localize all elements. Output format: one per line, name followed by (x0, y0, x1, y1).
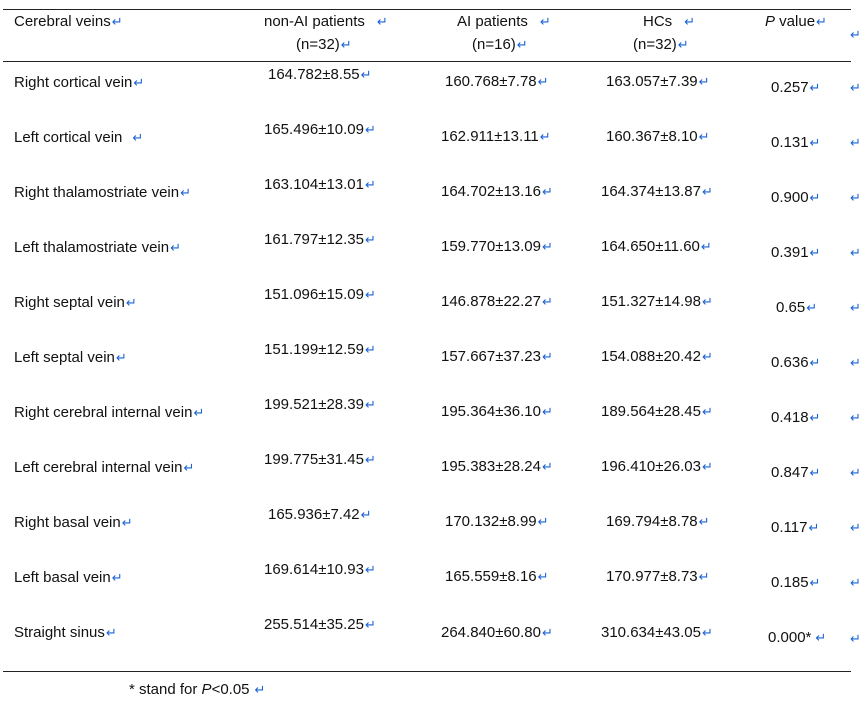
return-mark-icon: ↵ (808, 521, 820, 536)
return-mark-icon: ↵ (115, 351, 127, 366)
return-mark-icon: ↵ (542, 350, 553, 365)
return-mark-icon: ↵ (850, 356, 861, 371)
hc-value: 196.410±26.03↵ (601, 458, 713, 475)
vein-name: Left cerebral internal vein↵ (14, 459, 195, 476)
return-mark-icon: ↵ (809, 466, 821, 481)
return-mark-icon: ↵ (850, 136, 861, 151)
return-mark-icon: ↵ (850, 466, 861, 481)
non-ai-value: 165.496±10.09↵ (264, 121, 376, 138)
return-mark-icon: ↵ (850, 301, 861, 316)
return-mark-icon: ↵ (816, 15, 827, 30)
table-bottom-rule (3, 671, 851, 672)
vein-name: Right septal vein↵ (14, 294, 137, 311)
hc-value: 170.977±8.73↵ (606, 568, 710, 585)
return-mark-icon: ↵ (850, 246, 861, 261)
header-cerebral-veins: Cerebral veins↵ (14, 13, 123, 30)
return-mark-icon: ↵ (542, 240, 553, 255)
return-mark-icon: ↵ (516, 38, 528, 53)
return-mark-icon: ↵ (376, 15, 388, 30)
hc-value: 154.088±20.42↵ (601, 348, 713, 365)
p-value: 0.131↵ (771, 134, 821, 151)
return-mark-icon: ↵ (537, 570, 549, 585)
p-value: 0.900↵ (771, 189, 821, 206)
vein-name: Left basal vein↵ (14, 569, 123, 586)
return-mark-icon: ↵ (702, 626, 713, 641)
return-mark-icon: ↵ (365, 178, 376, 193)
non-ai-value: 151.096±15.09↵ (264, 286, 376, 303)
ai-value: 170.132±8.99↵ (445, 513, 549, 530)
return-mark-icon: ↵ (365, 288, 376, 303)
non-ai-value: 164.782±8.55↵ (268, 66, 372, 83)
ai-value: 159.770±13.09↵ (441, 238, 553, 255)
ai-value: 164.702±13.16↵ (441, 183, 553, 200)
return-mark-icon: ↵ (537, 75, 549, 90)
return-mark-icon: ↵ (850, 521, 861, 536)
non-ai-value: 199.521±28.39↵ (264, 396, 376, 413)
ai-value: 165.559±8.16↵ (445, 568, 549, 585)
non-ai-value: 169.614±10.93↵ (264, 561, 376, 578)
return-mark-icon: ↵ (809, 191, 821, 206)
return-mark-icon: ↵ (809, 136, 821, 151)
return-mark-icon: ↵ (105, 626, 117, 641)
return-mark-icon: ↵ (537, 515, 549, 530)
return-mark-icon: ↵ (365, 563, 376, 578)
return-mark-icon: ↵ (702, 405, 713, 420)
return-mark-icon: ↵ (125, 296, 137, 311)
p-value: 0.257↵ (771, 79, 821, 96)
return-mark-icon: ↵ (850, 191, 861, 206)
hc-value: 164.374±13.87↵ (601, 183, 713, 200)
return-mark-icon: ↵ (539, 15, 551, 30)
vein-name: Right basal vein↵ (14, 514, 133, 531)
return-mark-icon: ↵ (360, 68, 372, 83)
p-value: 0.391↵ (771, 244, 821, 261)
return-mark-icon: ↵ (809, 356, 821, 371)
ai-value: 162.911±13.11↵ (441, 128, 551, 145)
return-mark-icon: ↵ (121, 516, 133, 531)
return-mark-icon: ↵ (809, 411, 821, 426)
return-mark-icon: ↵ (806, 301, 818, 316)
return-mark-icon: ↵ (809, 81, 821, 96)
ai-value: 264.840±60.80↵ (441, 624, 553, 641)
non-ai-value: 161.797±12.35↵ (264, 231, 376, 248)
return-mark-icon: ↵ (702, 185, 713, 200)
hc-value: 189.564±28.45↵ (601, 403, 713, 420)
return-mark-icon: ↵ (850, 411, 861, 426)
return-mark-icon: ↵ (850, 28, 861, 43)
return-mark-icon: ↵ (111, 571, 123, 586)
return-mark-icon: ↵ (702, 460, 713, 475)
table-footnote: * stand for P<0.05 ↵ (129, 681, 266, 698)
return-mark-icon: ↵ (183, 461, 195, 476)
return-mark-icon: ↵ (133, 76, 145, 91)
return-mark-icon: ↵ (850, 81, 861, 96)
header-ai-n: (n=16)↵ (472, 36, 528, 53)
hc-value: 160.367±8.10↵ (606, 128, 710, 145)
hc-value: 163.057±7.39↵ (606, 73, 710, 90)
return-mark-icon: ↵ (111, 15, 123, 30)
return-mark-icon: ↵ (684, 15, 696, 30)
p-value: 0.636↵ (771, 354, 821, 371)
return-mark-icon: ↵ (698, 130, 710, 145)
header-hcs-n: (n=32)↵ (633, 36, 689, 53)
return-mark-icon: ↵ (809, 576, 821, 591)
p-value: 0.000* ↵ (768, 629, 827, 646)
return-mark-icon: ↵ (170, 241, 181, 256)
p-value: 0.185↵ (771, 574, 821, 591)
header-non-ai-patients: non-AI patients ↵ (264, 13, 388, 30)
return-mark-icon: ↵ (365, 453, 376, 468)
table-top-rule (3, 9, 851, 10)
return-mark-icon: ↵ (365, 123, 376, 138)
vein-name: Straight sinus↵ (14, 624, 117, 641)
return-mark-icon: ↵ (542, 185, 553, 200)
vein-name: Right cerebral internal vein↵ (14, 404, 205, 421)
table-header-rule (3, 61, 851, 62)
non-ai-value: 163.104±13.01↵ (264, 176, 376, 193)
return-mark-icon: ↵ (365, 398, 376, 413)
hc-value: 310.634±43.05↵ (601, 624, 713, 641)
hc-value: 164.650±11.60↵ (601, 238, 712, 255)
return-mark-icon: ↵ (677, 38, 689, 53)
ai-value: 195.364±36.10↵ (441, 403, 553, 420)
header-p-value: P value↵ (765, 13, 827, 30)
return-mark-icon: ↵ (702, 350, 713, 365)
non-ai-value: 255.514±35.25↵ (264, 616, 376, 633)
return-mark-icon: ↵ (180, 186, 191, 201)
non-ai-value: 165.936±7.42↵ (268, 506, 372, 523)
ai-value: 160.768±7.78↵ (445, 73, 549, 90)
ai-value: 146.878±22.27↵ (441, 293, 553, 310)
return-mark-icon: ↵ (542, 405, 553, 420)
non-ai-value: 151.199±12.59↵ (264, 341, 376, 358)
header-hcs: HCs ↵ (643, 13, 696, 30)
vein-name: Right thalamostriate vein↵ (14, 184, 191, 201)
non-ai-value: 199.775±31.45↵ (264, 451, 376, 468)
p-value: 0.418↵ (771, 409, 821, 426)
return-mark-icon: ↵ (700, 240, 712, 255)
hc-value: 151.327±14.98↵ (601, 293, 713, 310)
return-mark-icon: ↵ (850, 632, 861, 647)
ai-value: 195.383±28.24↵ (441, 458, 553, 475)
vein-name: Left thalamostriate vein↵ (14, 239, 181, 256)
return-mark-icon: ↵ (360, 508, 372, 523)
vein-name: Right cortical vein↵ (14, 74, 145, 91)
return-mark-icon: ↵ (193, 406, 205, 421)
return-mark-icon: ↵ (542, 626, 553, 641)
vein-name: Left cortical vein ↵ (14, 129, 144, 146)
return-mark-icon: ↵ (850, 576, 861, 591)
return-mark-icon: ↵ (809, 246, 821, 261)
header-ai-patients: AI patients ↵ (457, 13, 551, 30)
p-value: 0.117↵ (771, 519, 820, 536)
return-mark-icon: ↵ (365, 233, 376, 248)
p-value: 0.65↵ (776, 299, 818, 316)
return-mark-icon: ↵ (365, 343, 376, 358)
return-mark-icon: ↵ (132, 131, 144, 146)
return-mark-icon: ↵ (365, 618, 376, 633)
return-mark-icon: ↵ (254, 683, 266, 698)
return-mark-icon: ↵ (698, 515, 710, 530)
return-mark-icon: ↵ (698, 570, 710, 585)
return-mark-icon: ↵ (542, 460, 553, 475)
p-value: 0.847↵ (771, 464, 821, 481)
vein-name: Left septal vein↵ (14, 349, 127, 366)
return-mark-icon: ↵ (698, 75, 710, 90)
header-non-ai-n: (n=32)↵ (296, 36, 352, 53)
ai-value: 157.667±37.23↵ (441, 348, 553, 365)
return-mark-icon: ↵ (539, 130, 551, 145)
return-mark-icon: ↵ (815, 631, 827, 646)
return-mark-icon: ↵ (340, 38, 352, 53)
return-mark-icon: ↵ (702, 295, 713, 310)
return-mark-icon: ↵ (542, 295, 553, 310)
hc-value: 169.794±8.78↵ (606, 513, 710, 530)
